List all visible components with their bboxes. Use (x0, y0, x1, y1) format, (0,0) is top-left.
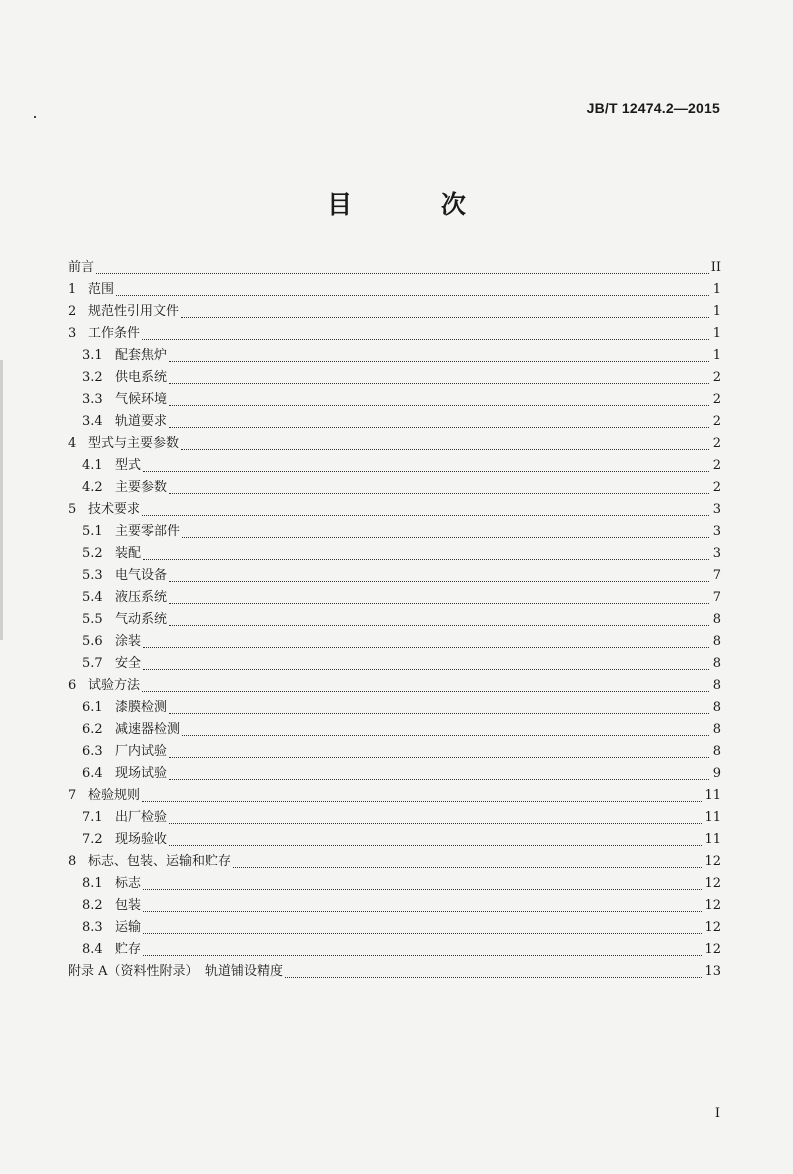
toc-entry[interactable] (68, 763, 721, 785)
toc-entry-number: 8.3 (82, 920, 103, 935)
toc-leader-dots (169, 625, 709, 626)
scan-speck (34, 116, 36, 118)
toc-entry-label: 气候环境 (115, 392, 168, 407)
toc-entry[interactable] (68, 411, 721, 433)
toc-leader-dots (169, 713, 709, 714)
toc-entry-number: 5.6 (82, 634, 103, 649)
toc-entry-number: 8.2 (82, 898, 103, 913)
toc-leader-dots (143, 955, 702, 956)
toc-leader-dots (169, 383, 709, 384)
toc-leader-dots (169, 823, 702, 824)
toc-entry-page: 2 (712, 458, 721, 473)
toc-entry-page: 12 (704, 942, 721, 957)
toc-entry-page: 1 (712, 304, 721, 319)
toc-entry-page: 11 (704, 832, 721, 847)
scan-edge-shadow (0, 360, 3, 640)
toc-leader-dots (169, 845, 702, 846)
toc-entry-number: 5.3 (82, 568, 103, 583)
toc-entry-label: 范围 (88, 282, 115, 297)
toc-entry-label: 减速器检测 (115, 722, 181, 737)
toc-entry-label: 涂装 (115, 634, 142, 649)
toc-entry-number: 6 (68, 678, 77, 693)
toc-entry[interactable] (68, 829, 721, 851)
toc-entry[interactable] (68, 367, 721, 389)
toc-entry-label: 技术要求 (88, 502, 141, 517)
toc-entry-label: 轨道要求 (115, 414, 168, 429)
toc-leader-dots (233, 867, 702, 868)
toc-entry-number: 4 (68, 436, 77, 451)
toc-entry-label: 标志、包装、运输和贮存 (88, 854, 232, 869)
toc-entry-label: 附录 A（资料性附录） 轨道铺设精度 (68, 964, 284, 979)
toc-entry-number: 8 (68, 854, 77, 869)
toc-entry-number: 5.7 (82, 656, 103, 671)
toc-leader-dots (96, 273, 709, 274)
toc-entry-page: II (710, 260, 721, 275)
toc-entry[interactable] (68, 939, 721, 961)
toc-entry-label: 供电系统 (115, 370, 168, 385)
toc-leader-dots (169, 779, 709, 780)
toc-entry[interactable] (68, 477, 721, 499)
toc-entry[interactable] (68, 455, 721, 477)
table-of-contents (68, 257, 721, 983)
toc-entry-label: 工作条件 (88, 326, 141, 341)
toc-leader-dots (181, 317, 709, 318)
toc-entry[interactable] (68, 499, 721, 521)
toc-entry-page: 2 (712, 370, 721, 385)
toc-entry-page: 8 (712, 656, 721, 671)
toc-entry-page: 7 (712, 568, 721, 583)
toc-entry[interactable] (68, 433, 721, 455)
toc-entry[interactable] (68, 301, 721, 323)
toc-leader-dots (142, 801, 702, 802)
toc-entry[interactable] (68, 895, 721, 917)
toc-entry-page: 13 (704, 964, 721, 979)
toc-entry-label: 型式与主要参数 (88, 436, 180, 451)
toc-leader-dots (116, 295, 709, 296)
toc-entry-page: 12 (704, 854, 721, 869)
toc-leader-dots (169, 427, 709, 428)
toc-entry-label: 运输 (115, 920, 142, 935)
toc-entry-number: 6.3 (82, 744, 103, 759)
toc-entry-label: 主要零部件 (115, 524, 181, 539)
toc-entry-label: 规范性引用文件 (88, 304, 180, 319)
toc-entry[interactable] (68, 565, 721, 587)
toc-entry-page: 3 (712, 524, 721, 539)
toc-leader-dots (169, 581, 709, 582)
toc-entry-page: 2 (712, 392, 721, 407)
toc-entry-page: 3 (712, 502, 721, 517)
toc-leader-dots (169, 757, 709, 758)
toc-entry-number: 6.1 (82, 700, 103, 715)
toc-entry-page: 2 (712, 480, 721, 495)
toc-entry[interactable] (68, 521, 721, 543)
toc-leader-dots (143, 933, 702, 934)
toc-entry-label: 包装 (115, 898, 142, 913)
toc-entry-label: 液压系统 (115, 590, 168, 605)
toc-entry-number: 3.4 (82, 414, 103, 429)
toc-entry[interactable] (68, 543, 721, 565)
toc-entry-page: 11 (704, 788, 721, 803)
toc-entry[interactable] (68, 631, 721, 653)
toc-entry-number: 5 (68, 502, 77, 517)
toc-entry-number: 7.1 (82, 810, 103, 825)
toc-entry[interactable] (68, 741, 721, 763)
toc-leader-dots (142, 515, 709, 516)
toc-entry-page: 3 (712, 546, 721, 561)
toc-entry-label: 贮存 (115, 942, 142, 957)
toc-leader-dots (182, 537, 709, 538)
toc-entry-number: 3.2 (82, 370, 103, 385)
toc-entry-number: 3 (68, 326, 77, 341)
toc-entry[interactable] (68, 279, 721, 301)
toc-leader-dots (169, 603, 709, 604)
toc-entry-page: 12 (704, 876, 721, 891)
toc-entry-label: 主要参数 (115, 480, 168, 495)
toc-entry[interactable] (68, 323, 721, 345)
toc-entry[interactable] (68, 961, 721, 983)
toc-entry-label: 出厂检验 (115, 810, 168, 825)
toc-entry-label: 电气设备 (115, 568, 168, 583)
toc-entry-number: 4.1 (82, 458, 103, 473)
toc-entry-label: 装配 (115, 546, 142, 561)
toc-entry-page: 8 (712, 634, 721, 649)
toc-leader-dots (142, 691, 709, 692)
toc-leader-dots (169, 405, 709, 406)
toc-leader-dots (143, 911, 702, 912)
toc-entry-label: 试验方法 (88, 678, 141, 693)
toc-leader-dots (169, 493, 709, 494)
toc-entry-page: 8 (712, 744, 721, 759)
toc-entry[interactable] (68, 785, 721, 807)
toc-entry-number: 8.4 (82, 942, 103, 957)
toc-entry[interactable] (68, 257, 721, 279)
toc-entry-page: 8 (712, 678, 721, 693)
toc-entry[interactable] (68, 917, 721, 939)
toc-entry-label: 检验规则 (88, 788, 141, 803)
toc-entry[interactable] (68, 873, 721, 895)
toc-leader-dots (143, 559, 709, 560)
page-title: 目 次 (327, 190, 506, 219)
toc-entry-number: 5.2 (82, 546, 103, 561)
toc-entry-label: 现场验收 (115, 832, 168, 847)
toc-entry-number: 5.1 (82, 524, 103, 539)
toc-entry-label: 漆膜检测 (115, 700, 168, 715)
toc-entry-page: 7 (712, 590, 721, 605)
toc-entry-page: 2 (712, 414, 721, 429)
toc-entry-page: 9 (712, 766, 721, 781)
toc-entry-number: 8.1 (82, 876, 103, 891)
toc-entry-number: 6.2 (82, 722, 103, 737)
toc-entry-page: 8 (712, 612, 721, 627)
toc-entry[interactable] (68, 675, 721, 697)
footer-page-number: I (714, 1106, 720, 1121)
toc-entry-label: 厂内试验 (115, 744, 168, 759)
toc-entry-number: 5.5 (82, 612, 103, 627)
toc-entry-page: 11 (704, 810, 721, 825)
toc-entry-page: 1 (712, 282, 721, 297)
toc-entry-label: 型式 (115, 458, 142, 473)
toc-entry-page: 12 (704, 920, 721, 935)
toc-entry-number: 2 (68, 304, 77, 319)
toc-leader-dots (182, 735, 709, 736)
toc-entry-label: 配套焦炉 (115, 348, 168, 363)
toc-entry[interactable] (68, 719, 721, 741)
toc-entry-number: 3.1 (82, 348, 103, 363)
toc-leader-dots (181, 449, 709, 450)
toc-entry-page: 2 (712, 436, 721, 451)
toc-entry-label: 前言 (68, 260, 95, 275)
toc-entry[interactable] (68, 609, 721, 631)
toc-leader-dots (169, 361, 709, 362)
toc-entry[interactable] (68, 389, 721, 411)
toc-entry[interactable] (68, 851, 721, 873)
toc-entry-number: 7.2 (82, 832, 103, 847)
toc-entry-page: 8 (712, 722, 721, 737)
toc-entry-number: 6.4 (82, 766, 103, 781)
toc-leader-dots (142, 339, 709, 340)
toc-leader-dots (143, 669, 709, 670)
toc-entry-label: 安全 (115, 656, 142, 671)
toc-leader-dots (143, 889, 702, 890)
toc-entry-page: 1 (712, 326, 721, 341)
toc-entry-page: 1 (712, 348, 721, 363)
toc-leader-dots (143, 647, 709, 648)
toc-entry-label: 现场试验 (115, 766, 168, 781)
toc-entry-number: 7 (68, 788, 77, 803)
toc-entry[interactable] (68, 697, 721, 719)
toc-entry-number: 5.4 (82, 590, 103, 605)
toc-leader-dots (285, 977, 702, 978)
toc-entry-page: 8 (712, 700, 721, 715)
toc-entry-label: 标志 (115, 876, 142, 891)
toc-entry[interactable] (68, 345, 721, 367)
toc-entry[interactable] (68, 653, 721, 675)
standard-code: JB/T 12474.2—2015 (586, 100, 720, 116)
toc-entry-label: 气动系统 (115, 612, 168, 627)
toc-entry-number: 3.3 (82, 392, 103, 407)
toc-entry-number: 1 (68, 282, 77, 297)
toc-entry[interactable] (68, 587, 721, 609)
toc-leader-dots (143, 471, 709, 472)
toc-entry-page: 12 (704, 898, 721, 913)
toc-entry-number: 4.2 (82, 480, 103, 495)
toc-entry[interactable] (68, 807, 721, 829)
